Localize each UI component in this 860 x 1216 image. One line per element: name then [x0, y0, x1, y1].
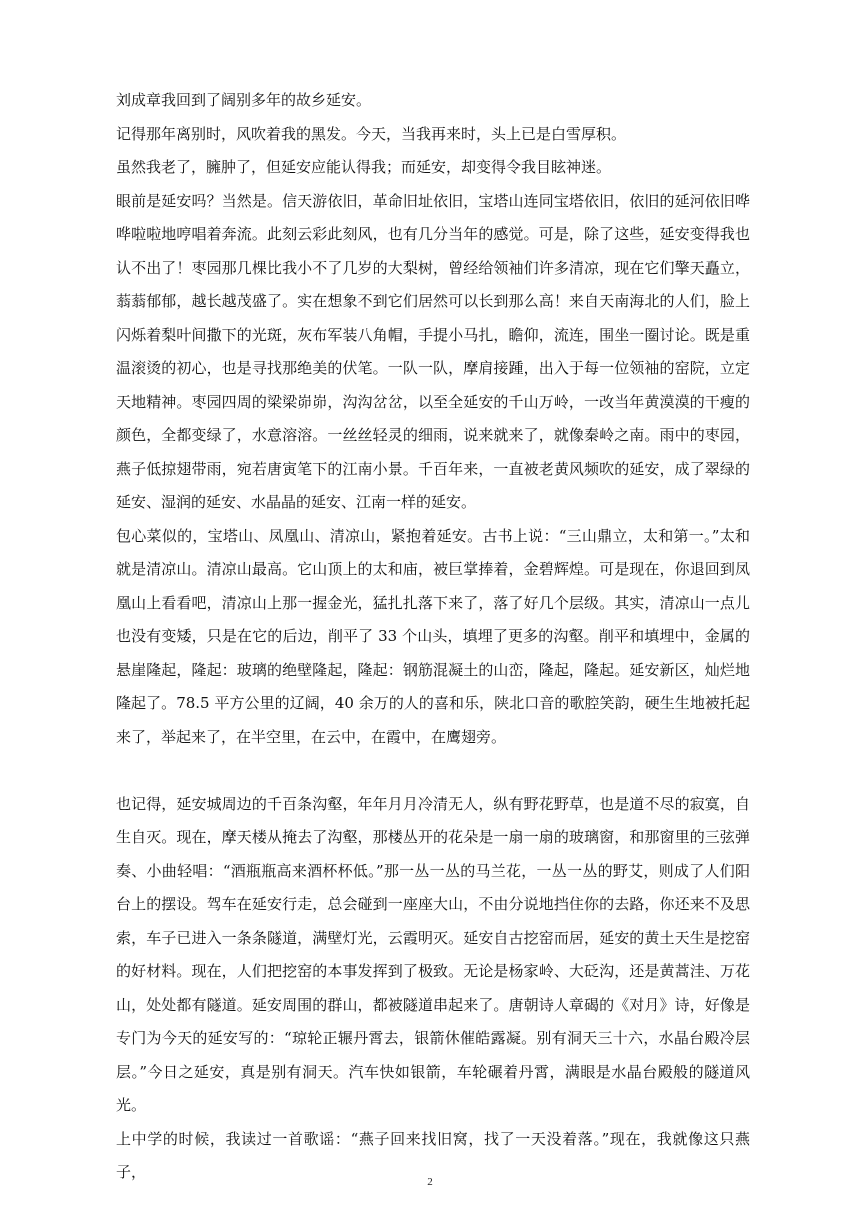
paragraph-opening: 刘成章我回到了阔别多年的故乡延安。 [116, 91, 372, 109]
paragraph-three-mountains: 包心菜似的，宝塔山、凤凰山、清凉山，紧抱着延安。古书上说：“三山鼎立，太和第一。”太和就是清凉山。清凉山最高。它山顶上的太和庙，被巨掌捧着，金碧辉煌。可是现在，你退回到凤凰山上看看吧，清凉山上那一握金光，猛扎扎落下来了，落了好几个层级。其实，清凉山一点儿也没有变矮，只是在它的后边，削平了 33 个山头，填埋了更多的沟壑。削平和填埋中，金属的悬崖隆起，隆起：玻璃的绝壁隆起，隆起：钢筋混凝土的山峦，隆起，隆起。延安新区，灿烂地隆起了。78.5 平方公里的辽阔，40 余万的人的喜和乐，陕北口音的歌腔笑韵，硬生生地被托起来了，举起来了，在半空里，在云中，在霞中，在鹰翅旁。 [116, 526, 750, 746]
paragraph-ravines-and-tunnels: 也记得，延安城周边的千百条沟壑，年年月月冷清无人，纵有野花野草，也是道不尽的寂寞，自生自灭。现在，摩天楼从掩去了沟壑，那楼丛开的花朵是一扇一扇的玻璃窗，和那窗里的三弦弹奏、小曲轻唱：“酒瓶瓶高来酒杯杯低。”那一丛一丛的马兰花，一丛一丛的野艾，则成了人们阳台上的摆设。驾车在延安行走，总会碰到一座座大山，不由分说地挡住你的去路，你还来不及思索，车子已进入一条条隧道，满壁灯光，云霞明灭。延安自古挖窑而居，延安的黄土天生是挖窑的好材料。现在，人们把挖窑的本事发挥到了极致。无论是杨家岭、大砭沟，还是黄蒿洼、万花山，处处都有隧道。延安周围的群山，都被隧道串起来了。唐朝诗人章碣的《对月》诗，好像是专门为今天的延安写的：“琼轮正辗丹霄去，银箭休催皓露凝。别有洞天三十六，水晶台殿冷层层。”今日之延安，真是别有洞天。汽车快如银箭，车轮碾着丹霄，满眼是水晶台殿般的隧道风光。 [116, 794, 750, 1114]
paragraph-swallow-song: 上中学的时候，我读过一首歌谣：“燕子回来找旧窝，找了一天没着落。”现在，我就像这只燕子， [116, 1129, 750, 1181]
paragraph-changed-yanan: 虽然我老了，臃肿了，但延安应能认得我；而延安，却变得令我目眩神迷。 [116, 158, 612, 176]
paragraph-memory-of-departure: 记得那年离别时，风吹着我的黑发。今天，当我再来时，头上已是白雪厚积。 [116, 124, 627, 143]
paragraph-zaoyuan: 眼前是延安吗？当然是。信天游依旧，革命旧址依旧，宝塔山连同宝塔依旧，依旧的延河依旧哗哗啦啦地哼唱着奔流。此刻云彩此刻风，也有几分当年的感觉。可是，除了这些，延安变得我也认不出了！枣园那几棵比我小不了几岁的大梨树，曾经给领袖们许多清凉，现在它们擎天矗立，蓊蓊郁郁，越长越茂盛了。实在想象不到它们居然可以长到那么高！来自天南海北的人们，脸上闪烁着梨叶间撒下的光斑，灰布军装八角帽，手提小马扎，瞻仰，流连，围坐一圈讨论。既是重温滚烫的初心，也是寻找那绝美的伏笔。一队一队，摩肩接踵，出入于每一位领袖的窑院，立定天地精神。枣园四周的梁梁峁峁，沟沟岔岔，以至全延安的千山万岭，一改当年黄漠漠的干瘦的颜色，全都变绿了，水意溶溶。一丝丝轻灵的细雨，说来就来了，就像秦岭之南。雨中的枣园，燕子低掠翅带雨，宛若唐寅笔下的江南小景。千百年来，一直被老黄风频吹的延安，成了翠绿的延安、湿润的延安、水晶晶的延安、江南一样的延安。 [116, 191, 750, 511]
article-body [116, 84, 750, 1190]
paragraph-blank-line [116, 754, 750, 788]
page-number: 2 [427, 1176, 433, 1188]
